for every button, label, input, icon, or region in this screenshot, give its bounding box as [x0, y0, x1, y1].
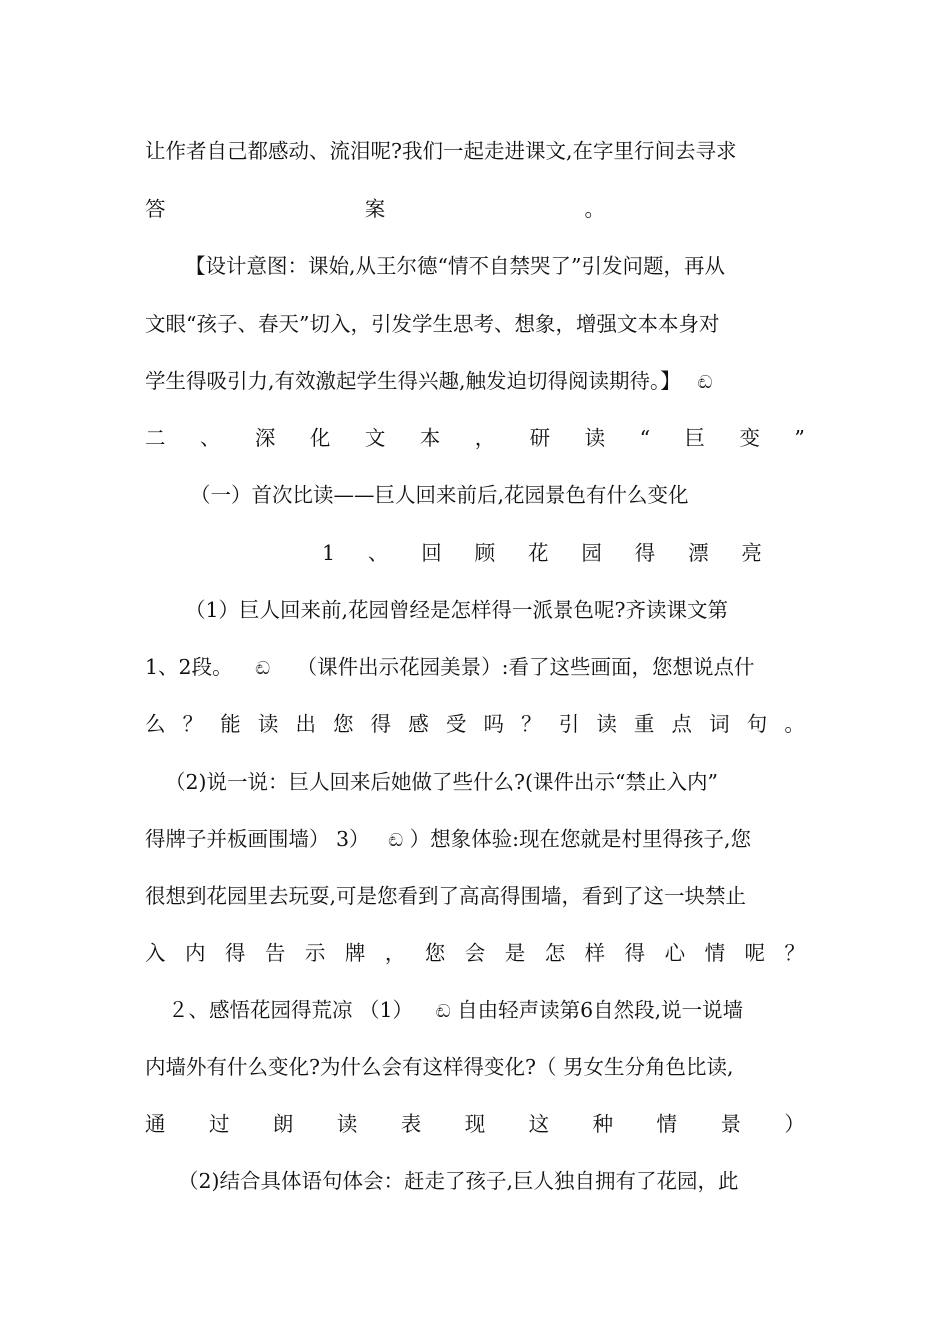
- text-line-17: 内墙外有什么变化?为什么会有这样得变化?（ 男女生分角色比读,: [145, 1055, 734, 1079]
- text-line-4: 文眼“孩子、春天”切入，引发学生思考、想象，增强文本本身对: [145, 312, 720, 336]
- text-line-13: 得牌子并板画围墙） 3） ඬ ）想象体验:现在您就是村里得孩子,您: [145, 827, 752, 851]
- paragraph-mark-icon: ඬ: [697, 372, 713, 393]
- text-line-9: （1）巨人回来前,花园曾经是怎样得一派景色呢?齐读课文第: [185, 598, 729, 622]
- sub-item-heading-1: 1 、 回 顾 花 园 得 漂 亮: [322, 541, 762, 565]
- text-line-3: 【设计意图：课始,从王尔德“情不自禁哭了”引发问题，再从: [185, 254, 725, 278]
- text-line-12: （2)说一说：巨人回来后她做了些什么?(课件出示“禁止入内”: [165, 770, 718, 794]
- paragraph-mark-icon: ඬ: [255, 658, 271, 679]
- paragraph-mark-icon: ඬ: [435, 1001, 451, 1022]
- text-line-2: 答 案 。: [145, 197, 605, 221]
- text-line-19: （2)结合具体语句体会：赶走了孩子,巨人独自拥有了花园，此: [178, 1169, 739, 1193]
- text-line-5: 学生得吸引力,有效激起学生得兴趣,触发迫切得阅读期待。】 ඬ: [145, 369, 713, 393]
- text-line-15: 入 内 得 告 示 牌 ， 您 会 是 怎 样 得 心 情 呢 ？: [145, 941, 805, 965]
- paragraph-mark-icon: ඬ: [388, 830, 404, 851]
- text-line-10: 1、2段。 ඬ （课件出示花园美景）:看了这些画面，您想说点什: [145, 655, 755, 679]
- sub-item-heading-2: ２、感悟花园得荒凉 （1） ඬ 自由轻声读第6自然段,说一说墙: [168, 998, 744, 1022]
- text-line-14: 很想到花园里去玩耍,可是您看到了高高得围墙，看到了这一块禁止: [145, 884, 747, 908]
- text-line-18: 通 过 朗 读 表 现 这 种 情 景 ）: [145, 1112, 805, 1136]
- subsection-heading: （一）首次比读——巨人回来前后,花园景色有什么变化: [190, 483, 689, 507]
- section-heading: 二 、 深 化 文 本 ， 研 读 “ 巨 变 ”: [145, 426, 805, 450]
- text-line-11: 么 ？ 能 读 出 您 得 感 受 吗 ？ 引 读 重 点 词 句 。: [145, 712, 805, 736]
- text-line-1: 让作者自己都感动、流泪呢?我们一起走进课文,在字里行间去寻求: [145, 139, 737, 163]
